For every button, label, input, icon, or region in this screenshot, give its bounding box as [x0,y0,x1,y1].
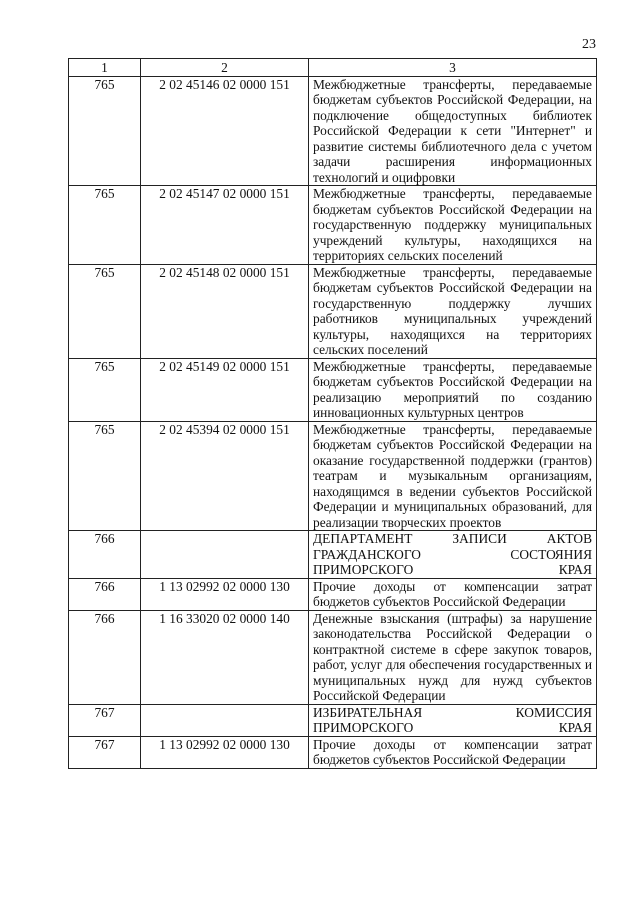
description-cell: Денежные взыскания (штрафы) за нарушение законодательства Российской Федерации о контрактной системе в сфере закупок товаров, работ, услуг для обеспечения государственных и муниципальных нужд для нужд субъектов Российской Федерации [309,610,597,704]
revenue-code-cell: 2 02 45147 02 0000 151 [141,186,309,265]
revenue-code-cell: 2 02 45149 02 0000 151 [141,358,309,421]
description-cell: Межбюджетные трансферты, передаваемые бюджетам субъектов Российской Федерации на реализацию мероприятий по созданию инновационных культурных центров [309,358,597,421]
column-header-1: 1 [69,59,141,77]
admin-code-cell: 767 [69,736,141,768]
description-cell: Межбюджетные трансферты, передаваемые бюджетам субъектов Российской Федерации на оказание государственной поддержки (грантов) театрам и музыкальным организациям, находящимся в ведении субъектов Российской Федерации и муниципальных образований, для реализации творческих проектов [309,421,597,531]
description-cell: Межбюджетные трансферты, передаваемые бюджетам субъектов Российской Федерации на государственную поддержку муниципальных учреждений культуры, находящихся на территориях сельских поселений [309,186,597,265]
table-row [69,704,597,736]
admin-code-cell: 765 [69,358,141,421]
admin-code-cell: 766 [69,610,141,704]
revenue-code-cell: 1 13 02992 02 0000 130 [141,578,309,610]
revenue-code-cell: 1 13 02992 02 0000 130 [141,736,309,768]
table-row [69,421,597,531]
budget-classification-table [68,58,597,769]
admin-code-cell: 765 [69,264,141,358]
table-row [69,76,597,186]
column-header-3: 3 [309,59,597,77]
department-heading-cell: ИЗБИРАТЕЛЬНАЯ КОМИССИЯ ПРИМОРСКОГО КРАЯ [309,704,597,736]
table-row [69,578,597,610]
description-cell: Прочие доходы от компенсации затрат бюджетов субъектов Российской Федерации [309,736,597,768]
revenue-code-cell [141,531,309,579]
table-row [69,264,597,358]
page-number: 23 [582,37,596,52]
department-heading-cell: ДЕПАРТАМЕНТ ЗАПИСИ АКТОВ ГРАЖДАНСКОГО СОСТОЯНИЯ ПРИМОРСКОГО КРАЯ [309,531,597,579]
admin-code-cell: 767 [69,704,141,736]
admin-code-cell: 765 [69,76,141,186]
table-row [69,531,597,579]
revenue-code-cell: 1 16 33020 02 0000 140 [141,610,309,704]
description-cell: Межбюджетные трансферты, передаваемые бюджетам субъектов Российской Федерации на государственную поддержку лучших работников муниципальных учреждений культуры, находящихся на территориях сельских поселений [309,264,597,358]
admin-code-cell: 765 [69,421,141,531]
description-cell: Межбюджетные трансферты, передаваемые бюджетам субъектов Российской Федерации, на подключение общедоступных библиотек Российской Федерации к сети "Интернет" и развитие системы библиотечного дела с учетом задачи расширения информационных технологий и оцифровки [309,76,597,186]
admin-code-cell: 766 [69,578,141,610]
column-header-2: 2 [141,59,309,77]
table-row [69,186,597,265]
revenue-code-cell: 2 02 45394 02 0000 151 [141,421,309,531]
admin-code-cell: 766 [69,531,141,579]
admin-code-cell: 765 [69,186,141,265]
table-row [69,358,597,421]
table-row [69,736,597,768]
revenue-code-cell: 2 02 45148 02 0000 151 [141,264,309,358]
revenue-code-cell [141,704,309,736]
table-row [69,610,597,704]
description-cell: Прочие доходы от компенсации затрат бюджетов субъектов Российской Федерации [309,578,597,610]
revenue-code-cell: 2 02 45146 02 0000 151 [141,76,309,186]
table-header-row [69,59,597,77]
